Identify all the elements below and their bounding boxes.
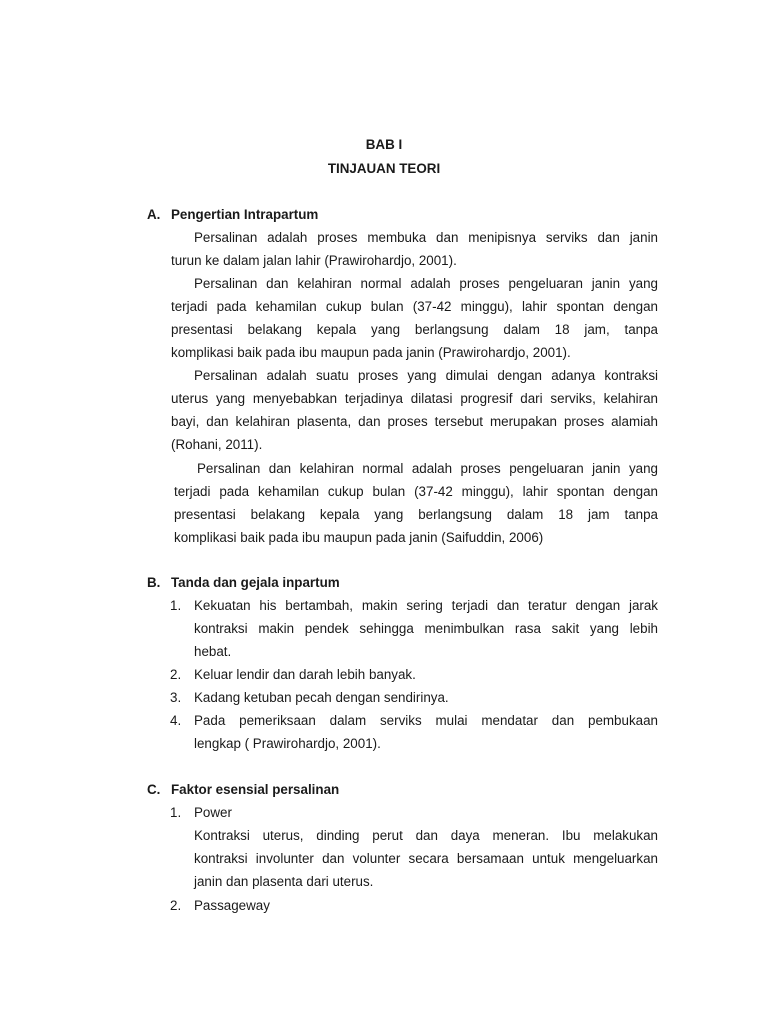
- list-item-line: janin dan plasenta dari uterus.: [194, 874, 374, 889]
- list-number: 2.: [170, 898, 182, 913]
- list-item-line: hebat.: [194, 644, 232, 659]
- section-c-marker: C.: [147, 782, 161, 797]
- list-item-line: Pada pemeriksaan dalam serviks mulai mendatar dan pembukaan: [194, 713, 658, 728]
- paragraph-line: Persalinan adalah suatu proses yang dimulai dengan adanya kontraksi: [194, 368, 658, 383]
- paragraph-line: komplikasi baik pada ibu maupun pada janin (Prawirohardjo, 2001).: [171, 345, 571, 360]
- paragraph-line: (Rohani, 2011).: [171, 437, 263, 452]
- paragraph-line: uterus yang menyebabkan terjadinya dilatasi progresif dari serviks, kelahiran: [171, 391, 658, 406]
- section-b-marker: B.: [147, 575, 161, 590]
- list-item-line: Keluar lendir dan darah lebih banyak.: [194, 667, 416, 682]
- list-item-label: Passageway: [194, 898, 270, 913]
- paragraph-line: turun ke dalam jalan lahir (Prawirohardjo, 2001).: [171, 253, 457, 268]
- list-item-line: lengkap ( Prawirohardjo, 2001).: [194, 736, 381, 751]
- chapter-subtitle: TINJAUAN TEORI: [327, 161, 441, 176]
- section-b-heading: Tanda dan gejala inpartum: [171, 575, 340, 590]
- list-number: 1.: [170, 598, 182, 613]
- list-number: 3.: [170, 690, 182, 705]
- list-item-line: kontraksi involunter dan volunter secara bersamaan untuk mengeluarkan: [194, 851, 658, 866]
- section-a-marker: A.: [147, 207, 161, 222]
- paragraph-line: terjadi pada kehamilan cukup bulan (37-42 minggu), lahir spontan dengan: [174, 484, 658, 499]
- list-number: 4.: [170, 713, 182, 728]
- list-number: 1.: [170, 805, 182, 820]
- list-item-line: Kekuatan his bertambah, makin sering terjadi dan teratur dengan jarak: [194, 598, 658, 613]
- section-c-heading: Faktor esensial persalinan: [171, 782, 340, 797]
- paragraph-line: presentasi belakang kepala yang berlangsung dalam 18 jam, tanpa: [171, 322, 658, 337]
- list-number: 2.: [170, 667, 182, 682]
- paragraph-line: presentasi belakang kepala yang berlangsung dalam 18 jam tanpa: [174, 507, 658, 522]
- paragraph-line: Persalinan adalah proses membuka dan menipisnya serviks dan janin: [194, 230, 658, 245]
- paragraph-line: bayi, dan kelahiran plasenta, dan proses tersebut merupakan proses alamiah: [171, 414, 658, 429]
- paragraph-line: Persalinan dan kelahiran normal adalah proses pengeluaran janin yang: [197, 461, 658, 476]
- list-item-label: Power: [194, 805, 232, 820]
- list-item-line: kontraksi makin pendek sehingga menimbulkan rasa sakit yang lebih: [194, 621, 658, 636]
- paragraph-line: terjadi pada kehamilan cukup bulan (37-42 minggu), lahir spontan dengan: [171, 299, 658, 314]
- list-item-line: Kontraksi uterus, dinding perut dan daya meneran. Ibu melakukan: [194, 828, 658, 843]
- section-a-heading: Pengertian Intrapartum: [171, 207, 319, 222]
- chapter-title: BAB I: [365, 137, 403, 152]
- paragraph-line: komplikasi baik pada ibu maupun pada janin (Saifuddin, 2006): [174, 530, 544, 545]
- paragraph-line: Persalinan dan kelahiran normal adalah proses pengeluaran janin yang: [194, 276, 658, 291]
- list-item-line: Kadang ketuban pecah dengan sendirinya.: [194, 690, 449, 705]
